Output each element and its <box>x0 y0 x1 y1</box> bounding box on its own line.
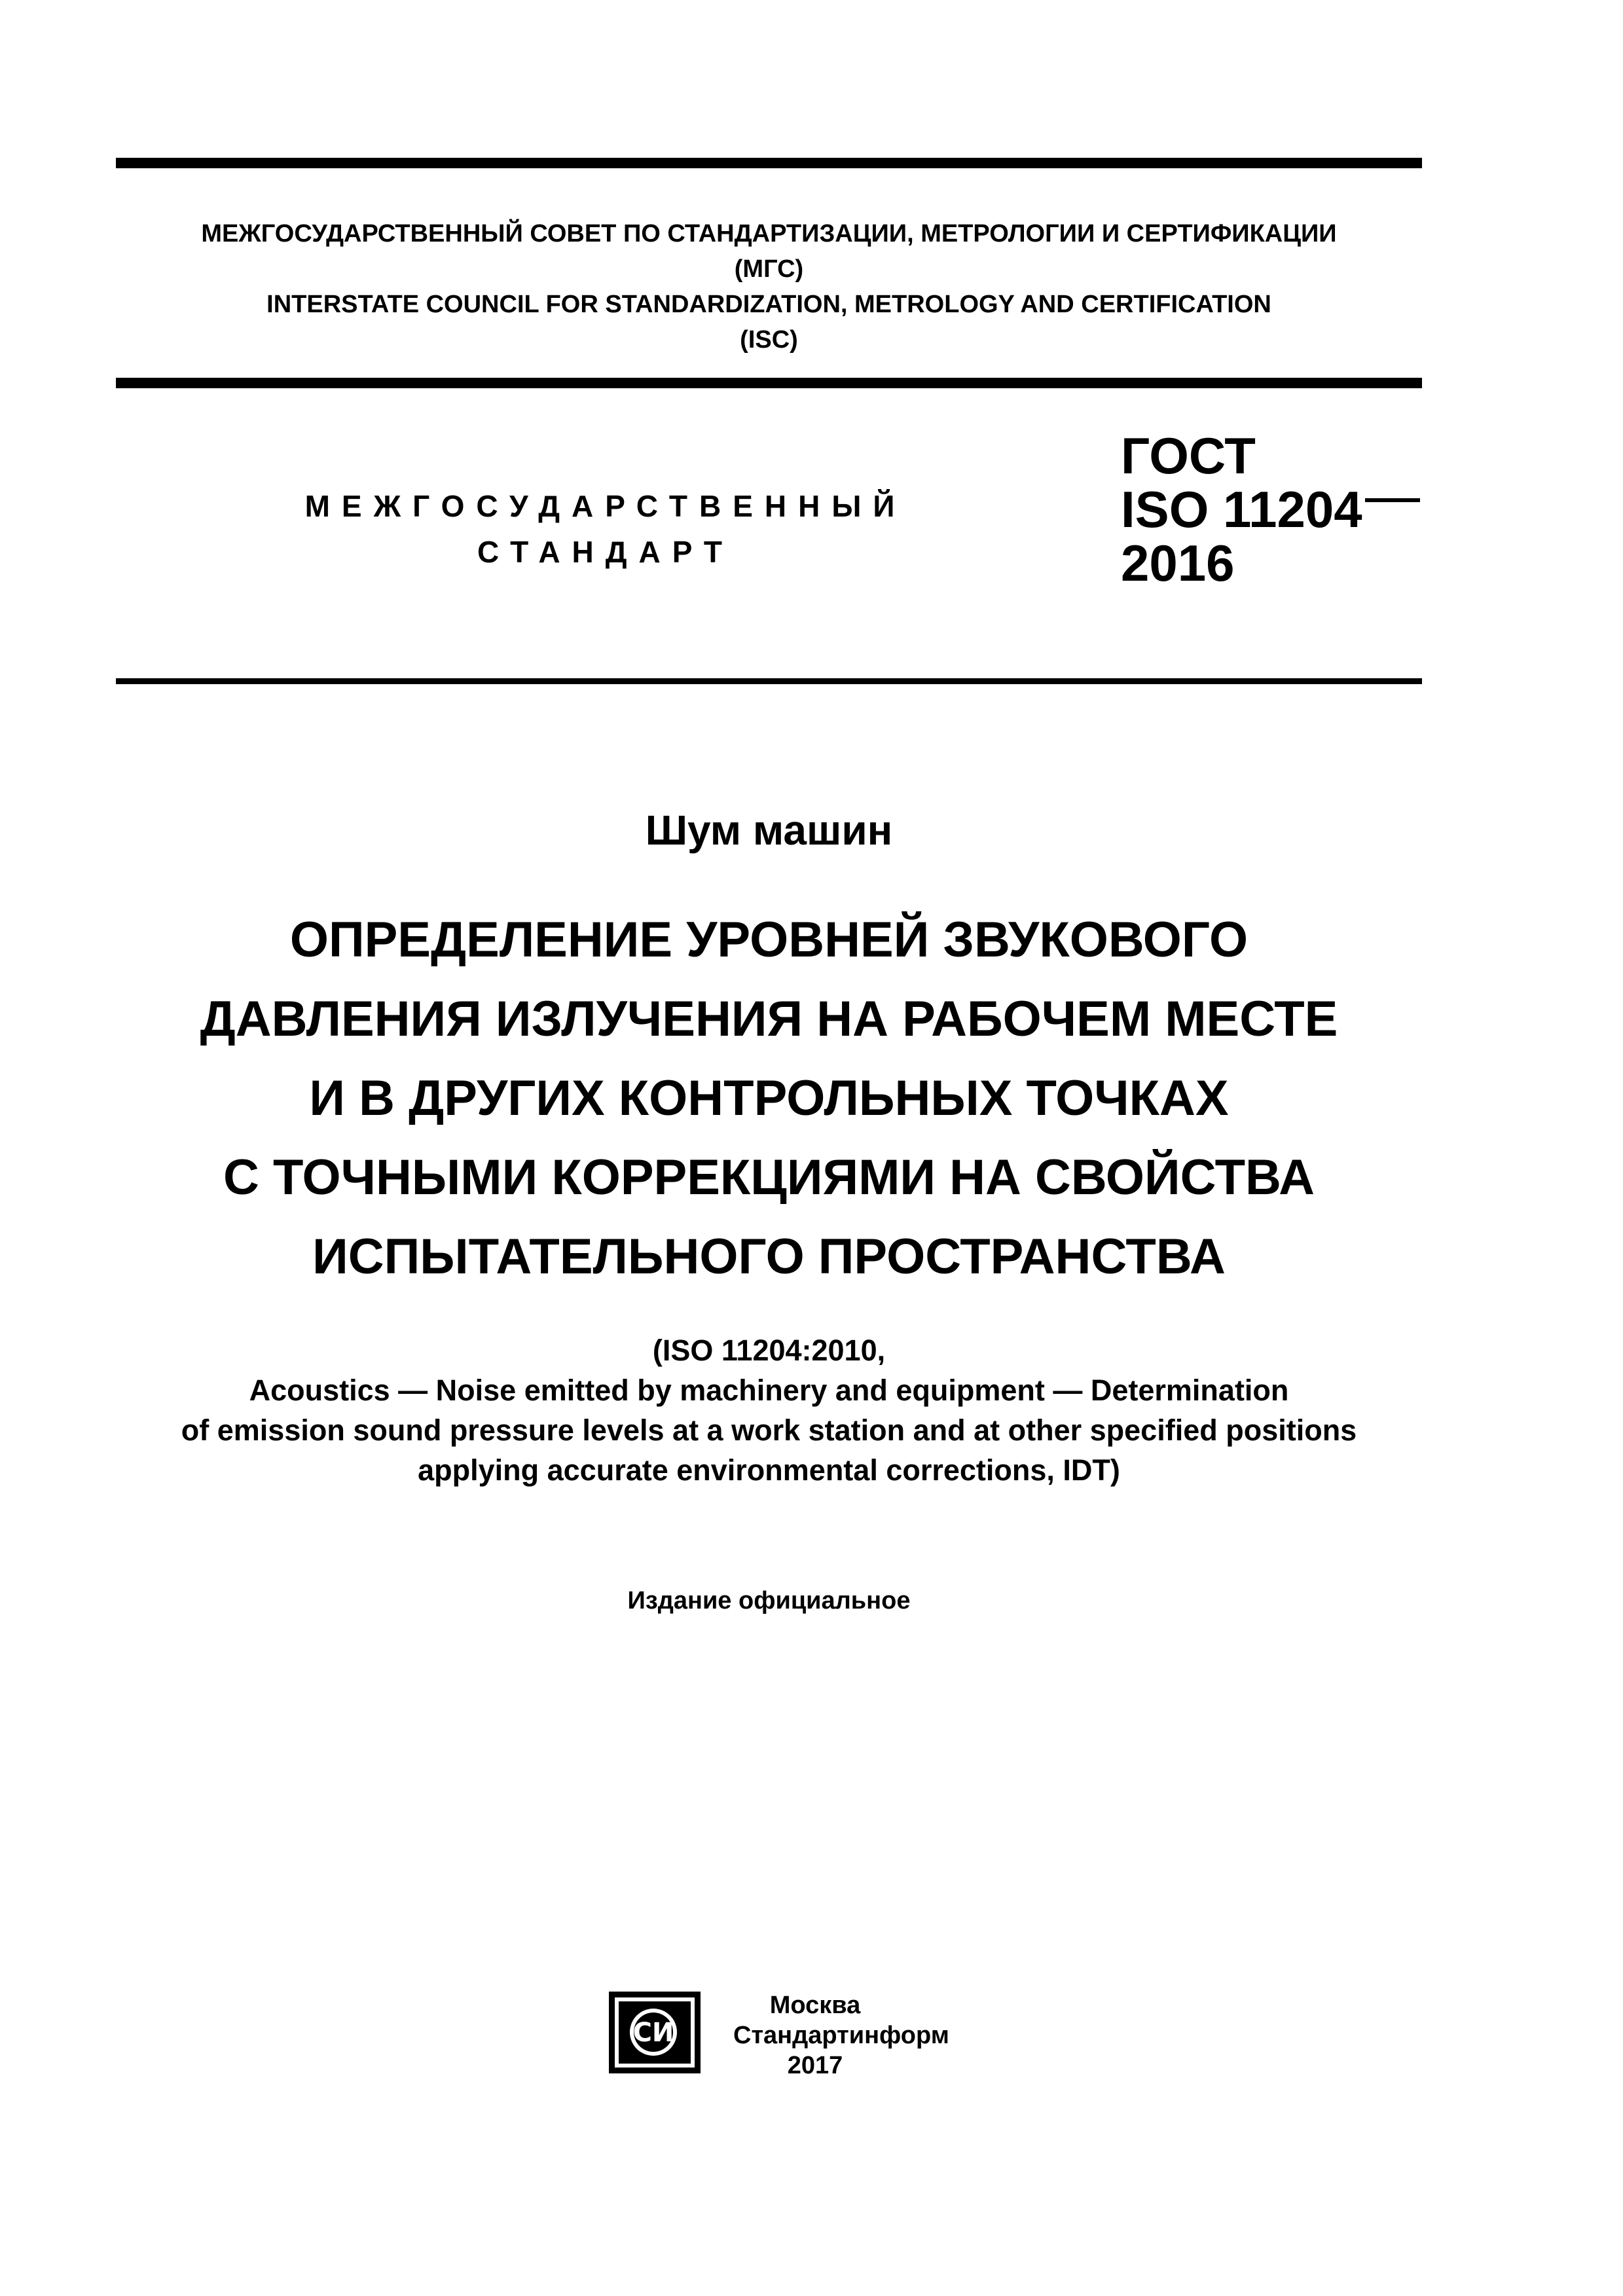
iso-reference-line: (ISO 11204:2010, <box>652 1334 886 1367</box>
iso-reference-line: Acoustics — Noise emitted by machinery and equipment — Determination <box>249 1374 1289 1407</box>
iso-reference-line: of emission sound pressure levels at a work station and at other specified positions <box>181 1413 1357 1447</box>
publisher-city: Москва <box>769 1992 861 2019</box>
document-title <box>116 900 1422 1296</box>
council-header <box>116 216 1422 357</box>
title-series: Шум машин <box>645 807 893 854</box>
designation-gost: ГОСТ <box>1121 427 1256 484</box>
standard-designation <box>1121 429 1420 590</box>
top-rule <box>116 158 1422 168</box>
title-line: ДАВЛЕНИЯ ИЗЛУЧЕНИЯ НА РАБОЧЕМ МЕСТЕ <box>200 991 1338 1047</box>
edition-label: Издание официальное <box>627 1587 911 1614</box>
standartinform-logo-icon <box>609 1992 701 2073</box>
standard-type-line1: МЕЖГОСУДАРСТВЕННЫЙ <box>304 489 907 523</box>
publisher-block <box>733 1990 949 2081</box>
council-abbr-en: (ISC) <box>740 326 798 354</box>
designation-year: 2016 <box>1121 534 1235 592</box>
title-line: И В ДРУГИХ КОНТРОЛЬНЫХ ТОЧКАХ <box>309 1070 1229 1126</box>
header-rule <box>116 378 1422 388</box>
council-name-en: INTERSTATE COUNCIL FOR STANDARDIZATION, METROLOGY AND CERTIFICATION <box>266 291 1271 318</box>
designation-rule <box>116 678 1422 684</box>
council-name-ru: МЕЖГОСУДАРСТВЕННЫЙ СОВЕТ ПО СТАНДАРТИЗАЦИИ, МЕТРОЛОГИИ И СЕРТИФИКАЦИИ <box>201 220 1337 247</box>
standard-type-line2: СТАНДАРТ <box>477 535 734 569</box>
title-line: С ТОЧНЫМИ КОРРЕКЦИЯМИ НА СВОЙСТВА <box>223 1150 1315 1205</box>
council-abbr-ru: (МГС) <box>734 255 804 283</box>
publisher-year: 2017 <box>787 2052 843 2079</box>
iso-reference-line: applying accurate environmental corrections, IDT) <box>418 1453 1120 1487</box>
title-line: ОПРЕДЕЛЕНИЕ УРОВНЕЙ ЗВУКОВОГО <box>289 912 1249 968</box>
publisher-name: Стандартинформ <box>733 2022 949 2049</box>
standard-type <box>262 483 949 575</box>
logo-text: СИ <box>632 2018 674 2048</box>
designation-iso-number: ISO 11204 <box>1121 483 1420 536</box>
iso-reference <box>116 1330 1422 1490</box>
title-line: ИСПЫТАТЕЛЬНОГО ПРОСТРАНСТВА <box>312 1229 1226 1285</box>
